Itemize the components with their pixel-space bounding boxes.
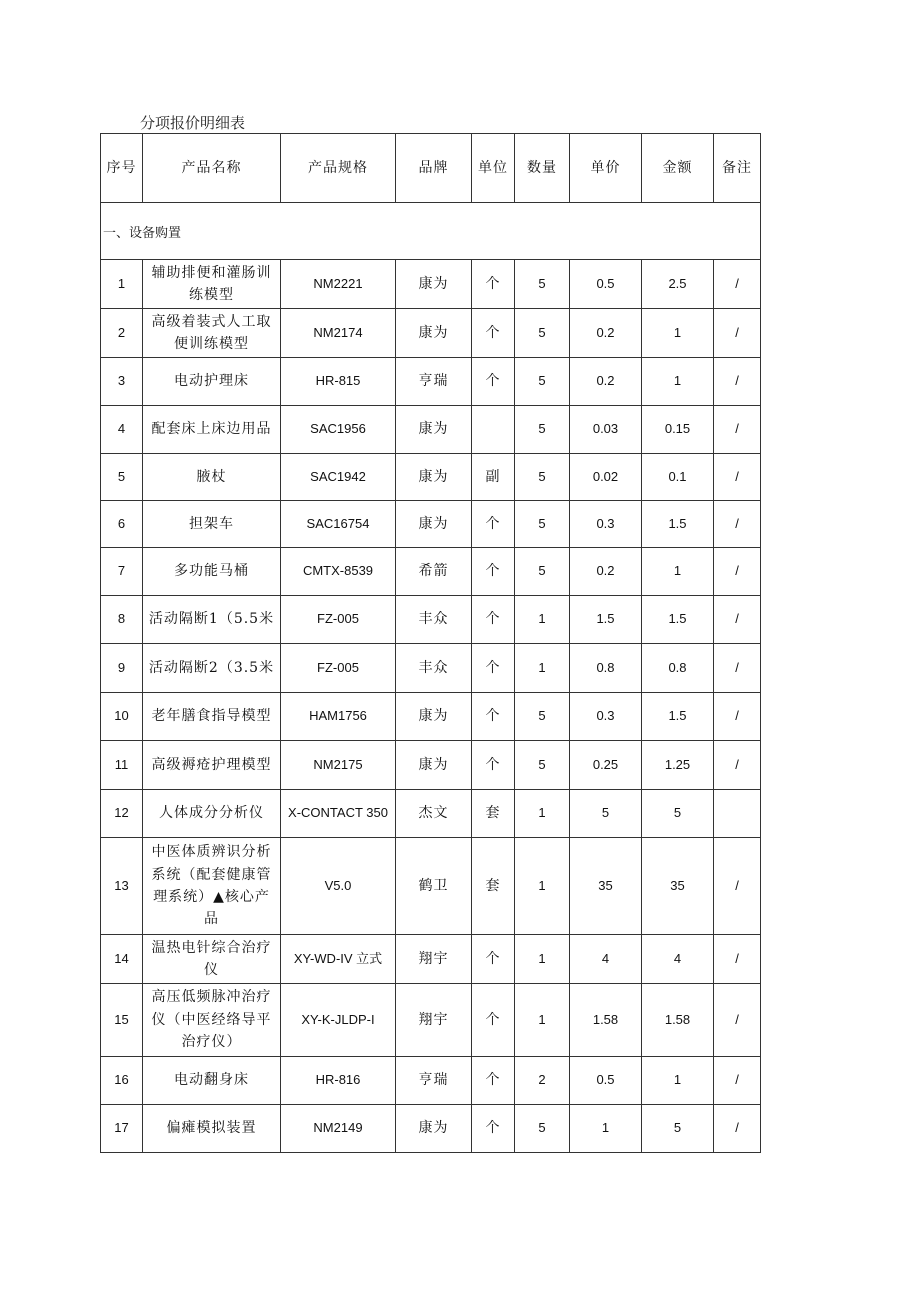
- cell-qty: 1: [515, 984, 570, 1057]
- cell-note: /: [714, 644, 761, 693]
- cell-price: 0.2: [570, 358, 642, 406]
- cell-brand: 希箭: [396, 548, 472, 596]
- section-label: 一、设备购置: [101, 203, 761, 260]
- cell-price: 0.03: [570, 406, 642, 454]
- cell-price: 0.5: [570, 1057, 642, 1105]
- cell-spec: FZ-005: [281, 644, 396, 693]
- cell-spec: FZ-005: [281, 596, 396, 644]
- cell-unit: 个: [472, 596, 515, 644]
- cell-price: 1.58: [570, 984, 642, 1057]
- header-cell: 产品规格: [281, 134, 396, 203]
- cell-note: /: [714, 501, 761, 548]
- cell-qty: 5: [515, 406, 570, 454]
- cell-note: /: [714, 741, 761, 790]
- cell-qty: 5: [515, 548, 570, 596]
- cell-amount: 5: [642, 1105, 714, 1153]
- cell-note: /: [714, 935, 761, 984]
- cell-brand: 杰文: [396, 790, 472, 838]
- cell-amount: 35: [642, 838, 714, 935]
- cell-spec: CMTX-8539: [281, 548, 396, 596]
- table-row: [101, 309, 761, 358]
- cell-note: /: [714, 548, 761, 596]
- cell-spec: XY-WD-IV 立式: [281, 935, 396, 984]
- cell-qty: 5: [515, 358, 570, 406]
- cell-price: 0.8: [570, 644, 642, 693]
- cell-price: 1: [570, 1105, 642, 1153]
- cell-spec: SAC1956: [281, 406, 396, 454]
- cell-price: 1.5: [570, 596, 642, 644]
- cell-name: 担架车: [143, 501, 281, 548]
- cell-qty: 2: [515, 1057, 570, 1105]
- cell-amount: 0.15: [642, 406, 714, 454]
- cell-brand: 康为: [396, 309, 472, 358]
- table-row: [101, 790, 761, 838]
- cell-brand: 翔宇: [396, 984, 472, 1057]
- cell-spec: NM2221: [281, 260, 396, 309]
- cell-unit: 个: [472, 548, 515, 596]
- cell-brand: 丰众: [396, 644, 472, 693]
- header-cell: 备注: [714, 134, 761, 203]
- header-cell: 金额: [642, 134, 714, 203]
- cell-unit: 个: [472, 984, 515, 1057]
- cell-spec: X-CONTACT 350: [281, 790, 396, 838]
- cell-amount: 1.5: [642, 501, 714, 548]
- cell-name: 高压低频脉冲治疗仪（中医经络导平治疗仪）: [143, 984, 281, 1057]
- cell-spec: XY-K-JLDP-I: [281, 984, 396, 1057]
- cell-qty: 5: [515, 309, 570, 358]
- cell-amount: 1.25: [642, 741, 714, 790]
- cell-no: 16: [101, 1057, 143, 1105]
- cell-name: 人体成分分析仪: [143, 790, 281, 838]
- cell-amount: 1: [642, 358, 714, 406]
- table-row: [101, 838, 761, 935]
- cell-qty: 1: [515, 790, 570, 838]
- cell-brand: 康为: [396, 1105, 472, 1153]
- cell-note: /: [714, 693, 761, 741]
- cell-name: 中医体质辨识分析系统（配套健康管理系统）▲核心产品: [143, 838, 281, 935]
- cell-qty: 5: [515, 1105, 570, 1153]
- cell-amount: 1: [642, 1057, 714, 1105]
- cell-name: 高级着装式人工取便训练模型: [143, 309, 281, 358]
- cell-brand: 亨瑞: [396, 358, 472, 406]
- table-row: [101, 358, 761, 406]
- cell-amount: 1.58: [642, 984, 714, 1057]
- cell-note: /: [714, 1105, 761, 1153]
- cell-no: 8: [101, 596, 143, 644]
- header-cell: 序号: [101, 134, 143, 203]
- cell-no: 7: [101, 548, 143, 596]
- section-row: [101, 203, 761, 260]
- header-cell: 品牌: [396, 134, 472, 203]
- cell-note: /: [714, 454, 761, 501]
- cell-brand: 康为: [396, 454, 472, 501]
- cell-unit: 个: [472, 358, 515, 406]
- cell-name: 活动隔断2（3.5米: [143, 644, 281, 693]
- cell-spec: NM2175: [281, 741, 396, 790]
- table-row: [101, 1057, 761, 1105]
- cell-amount: 1.5: [642, 596, 714, 644]
- cell-unit: 个: [472, 501, 515, 548]
- cell-no: 13: [101, 838, 143, 935]
- cell-price: 0.5: [570, 260, 642, 309]
- cell-price: 0.3: [570, 501, 642, 548]
- cell-brand: 翔宇: [396, 935, 472, 984]
- cell-no: 3: [101, 358, 143, 406]
- cell-note: /: [714, 984, 761, 1057]
- header-cell: 单位: [472, 134, 515, 203]
- cell-note: /: [714, 406, 761, 454]
- cell-brand: 亨瑞: [396, 1057, 472, 1105]
- cell-unit: 套: [472, 790, 515, 838]
- cell-brand: 康为: [396, 501, 472, 548]
- cell-no: 10: [101, 693, 143, 741]
- cell-no: 1: [101, 260, 143, 309]
- cell-unit: 个: [472, 309, 515, 358]
- cell-amount: 4: [642, 935, 714, 984]
- cell-no: 2: [101, 309, 143, 358]
- table-row: [101, 644, 761, 693]
- cell-amount: 5: [642, 790, 714, 838]
- cell-brand: 康为: [396, 693, 472, 741]
- cell-no: 9: [101, 644, 143, 693]
- cell-name: 腋杖: [143, 454, 281, 501]
- cell-note: /: [714, 260, 761, 309]
- cell-no: 14: [101, 935, 143, 984]
- cell-price: 0.2: [570, 309, 642, 358]
- cell-name: 偏瘫模拟装置: [143, 1105, 281, 1153]
- cell-no: 4: [101, 406, 143, 454]
- cell-price: 0.02: [570, 454, 642, 501]
- cell-name: 高级褥疮护理模型: [143, 741, 281, 790]
- cell-spec: HAM1756: [281, 693, 396, 741]
- cell-note: /: [714, 358, 761, 406]
- cell-note: [714, 790, 761, 838]
- cell-qty: 1: [515, 596, 570, 644]
- cell-note: /: [714, 309, 761, 358]
- cell-name: 配套床上床边用品: [143, 406, 281, 454]
- cell-note: /: [714, 1057, 761, 1105]
- cell-qty: 5: [515, 501, 570, 548]
- header-cell: 单价: [570, 134, 642, 203]
- cell-no: 12: [101, 790, 143, 838]
- cell-no: 6: [101, 501, 143, 548]
- cell-spec: SAC16754: [281, 501, 396, 548]
- cell-amount: 0.1: [642, 454, 714, 501]
- cell-unit: 个: [472, 260, 515, 309]
- cell-brand: 康为: [396, 406, 472, 454]
- cell-spec: NM2149: [281, 1105, 396, 1153]
- cell-qty: 1: [515, 644, 570, 693]
- cell-unit: [472, 406, 515, 454]
- cell-brand: 鹤卫: [396, 838, 472, 935]
- cell-spec: HR-815: [281, 358, 396, 406]
- cell-unit: 个: [472, 693, 515, 741]
- cell-no: 5: [101, 454, 143, 501]
- table-row: [101, 741, 761, 790]
- cell-spec: HR-816: [281, 1057, 396, 1105]
- cell-price: 0.25: [570, 741, 642, 790]
- cell-qty: 1: [515, 838, 570, 935]
- cell-brand: 丰众: [396, 596, 472, 644]
- cell-price: 0.2: [570, 548, 642, 596]
- cell-no: 15: [101, 984, 143, 1057]
- cell-note: /: [714, 596, 761, 644]
- cell-amount: 1.5: [642, 693, 714, 741]
- cell-price: 4: [570, 935, 642, 984]
- cell-unit: 副: [472, 454, 515, 501]
- table-title: 分项报价明细表: [140, 114, 246, 132]
- header-cell: 产品名称: [143, 134, 281, 203]
- cell-name: 电动翻身床: [143, 1057, 281, 1105]
- cell-qty: 5: [515, 693, 570, 741]
- header-cell: 数量: [515, 134, 570, 203]
- cell-unit: 套: [472, 838, 515, 935]
- cell-amount: 1: [642, 309, 714, 358]
- table-row: [101, 454, 761, 501]
- table-row: [101, 501, 761, 548]
- cell-amount: 0.8: [642, 644, 714, 693]
- table-row: [101, 596, 761, 644]
- table-row: [101, 260, 761, 309]
- cell-spec: SAC1942: [281, 454, 396, 501]
- cell-no: 11: [101, 741, 143, 790]
- cell-no: 17: [101, 1105, 143, 1153]
- cell-note: /: [714, 838, 761, 935]
- cell-qty: 5: [515, 741, 570, 790]
- table-row: [101, 984, 761, 1057]
- cell-name: 温热电针综合治疗仪: [143, 935, 281, 984]
- cell-spec: NM2174: [281, 309, 396, 358]
- cell-name: 老年膳食指导模型: [143, 693, 281, 741]
- cell-price: 5: [570, 790, 642, 838]
- cell-unit: 个: [472, 644, 515, 693]
- cell-name: 电动护理床: [143, 358, 281, 406]
- table-row: [101, 406, 761, 454]
- header-row: [101, 134, 761, 203]
- cell-qty: 5: [515, 454, 570, 501]
- table-row: [101, 935, 761, 984]
- table-row: [101, 548, 761, 596]
- cell-spec: V5.0: [281, 838, 396, 935]
- cell-unit: 个: [472, 1057, 515, 1105]
- cell-brand: 康为: [396, 741, 472, 790]
- cell-name: 多功能马桶: [143, 548, 281, 596]
- quote-table: [100, 133, 761, 1153]
- cell-unit: 个: [472, 741, 515, 790]
- cell-amount: 1: [642, 548, 714, 596]
- table-row: [101, 1105, 761, 1153]
- cell-brand: 康为: [396, 260, 472, 309]
- cell-qty: 1: [515, 935, 570, 984]
- cell-name: 辅助排便和灌肠训练模型: [143, 260, 281, 309]
- cell-price: 35: [570, 838, 642, 935]
- cell-unit: 个: [472, 1105, 515, 1153]
- cell-price: 0.3: [570, 693, 642, 741]
- cell-name: 活动隔断1（5.5米: [143, 596, 281, 644]
- cell-qty: 5: [515, 260, 570, 309]
- cell-unit: 个: [472, 935, 515, 984]
- cell-amount: 2.5: [642, 260, 714, 309]
- table-row: [101, 693, 761, 741]
